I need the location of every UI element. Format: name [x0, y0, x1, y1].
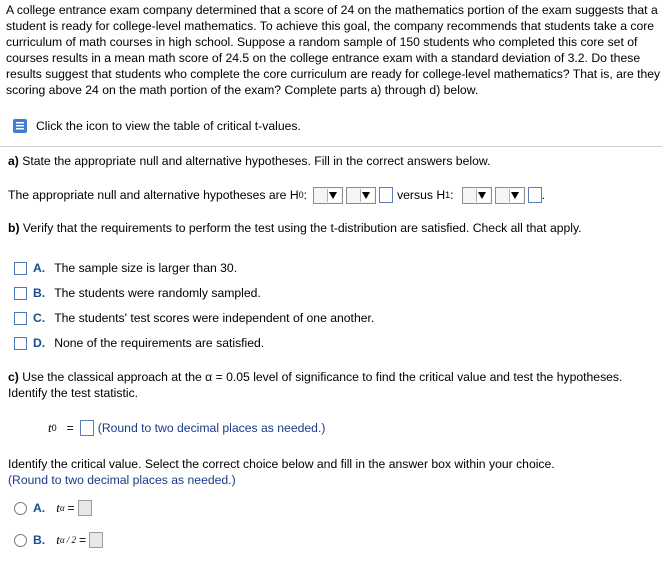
h0-operator-dropdown[interactable]	[346, 187, 376, 204]
t-alpha-input[interactable]	[78, 500, 92, 516]
problem-statement: A college entrance exam company determined that a score of 24 on the mathematics portion of the exam suggests that a student is ready for college-level mathematics. To achieve this goal, the company recommends that students take a core curriculum of math courses in high school. Suppose a random sample of 150 students who completed this core set of courses results in a mean math score of 24.5 on the college entrance exam with a standard deviation of 3.2. Do these results suggest that students who complete the core curriculum are ready for college-level mathematics? That is, are they scoring above 24 on the math portion of the exam? Complete parts a) through d) below.	[6, 3, 661, 97]
option-b[interactable]	[14, 286, 261, 300]
part-c-question	[8, 369, 648, 401]
critical-prompt-text: Identify the critical value. Select the correct choice below and fill in the answer box within your choice.	[8, 457, 555, 471]
t0-subscript: 0	[51, 423, 57, 433]
choice-b-radio[interactable]	[14, 534, 27, 547]
option-d-letter: D.	[33, 336, 46, 350]
option-a-letter: A.	[33, 261, 46, 275]
t0-equals: =	[66, 421, 74, 435]
test-statistic-input[interactable]	[80, 420, 94, 436]
table-note-text: Click the icon to view the table of critical t-values.	[36, 119, 301, 133]
part-a-label: a)	[8, 154, 19, 168]
option-b-letter: B.	[33, 286, 46, 300]
h1-value-input[interactable]	[528, 187, 542, 203]
part-a-question	[8, 154, 490, 168]
h0-value-input[interactable]	[379, 187, 393, 203]
option-c-checkbox[interactable]	[14, 312, 27, 325]
part-b-question	[8, 221, 582, 235]
choice-a-radio[interactable]	[14, 502, 27, 515]
critical-round-hint: (Round to two decimal places as needed.)	[8, 473, 236, 487]
chevron-down-icon	[511, 192, 519, 199]
test-statistic-row	[48, 419, 325, 437]
choice-b-letter: B.	[33, 533, 46, 547]
chevron-down-icon	[362, 192, 370, 199]
chevron-down-icon	[329, 192, 337, 199]
h1-subscript: 1	[445, 190, 451, 200]
h0-parameter-dropdown[interactable]	[313, 187, 343, 204]
option-b-text: The students were randomly sampled.	[54, 286, 261, 300]
chevron-down-icon	[478, 192, 486, 199]
t-alpha-symbol: t	[56, 500, 60, 515]
t-alpha-subscript: α	[59, 503, 65, 513]
h1-colon: :	[450, 188, 454, 202]
option-d-text: None of the requirements are satisfied.	[54, 336, 265, 350]
table-note	[12, 117, 301, 135]
t-alpha-half-input[interactable]	[89, 532, 103, 548]
critical-value-prompt	[8, 456, 555, 488]
option-c-letter: C.	[33, 311, 46, 325]
choice-a-letter: A.	[33, 501, 46, 515]
hypotheses-period: .	[541, 188, 545, 202]
h1-operator-dropdown[interactable]	[495, 187, 525, 204]
option-d-checkbox[interactable]	[14, 337, 27, 350]
h1-parameter-dropdown[interactable]	[462, 187, 492, 204]
option-a[interactable]	[14, 261, 237, 275]
option-a-checkbox[interactable]	[14, 262, 27, 275]
hypotheses-row	[8, 185, 545, 205]
choice-a[interactable]	[14, 498, 92, 518]
part-c-text: Use the classical approach at the α = 0.05 level of significance to find the critical value and test the hypotheses. Identify the test statistic.	[8, 370, 623, 400]
part-b-text: Verify that the requirements to perform the test using the t-distribution are satisfied. Check all that apply.	[22, 221, 582, 235]
choice-b[interactable]	[14, 530, 103, 550]
option-c-text: The students' test scores were independent of one another.	[54, 311, 375, 325]
option-c[interactable]	[14, 311, 374, 325]
t-alpha-half-symbol: t	[56, 532, 60, 547]
t0-round-hint: (Round to two decimal places as needed.)	[97, 421, 326, 435]
option-d[interactable]	[14, 336, 264, 350]
option-a-text: The sample size is larger than 30.	[54, 261, 238, 275]
h0-colon: :	[303, 188, 308, 202]
book-icon[interactable]	[12, 118, 28, 134]
divider	[0, 146, 662, 147]
part-b-label: b)	[8, 221, 20, 235]
t-alpha-half-subscript: α / 2	[59, 535, 77, 545]
part-c-label: c)	[8, 370, 19, 384]
t-alpha-half-equals: =	[79, 533, 87, 547]
versus-label: versus H	[397, 188, 446, 202]
part-a-text: State the appropriate null and alternative hypotheses. Fill in the correct answers below.	[22, 154, 491, 168]
t0-symbol: t	[48, 420, 52, 435]
hypotheses-prompt: The appropriate null and alternative hypotheses are H	[8, 188, 299, 202]
option-b-checkbox[interactable]	[14, 287, 27, 300]
t-alpha-equals: =	[67, 501, 75, 515]
h0-subscript: 0	[298, 190, 304, 200]
